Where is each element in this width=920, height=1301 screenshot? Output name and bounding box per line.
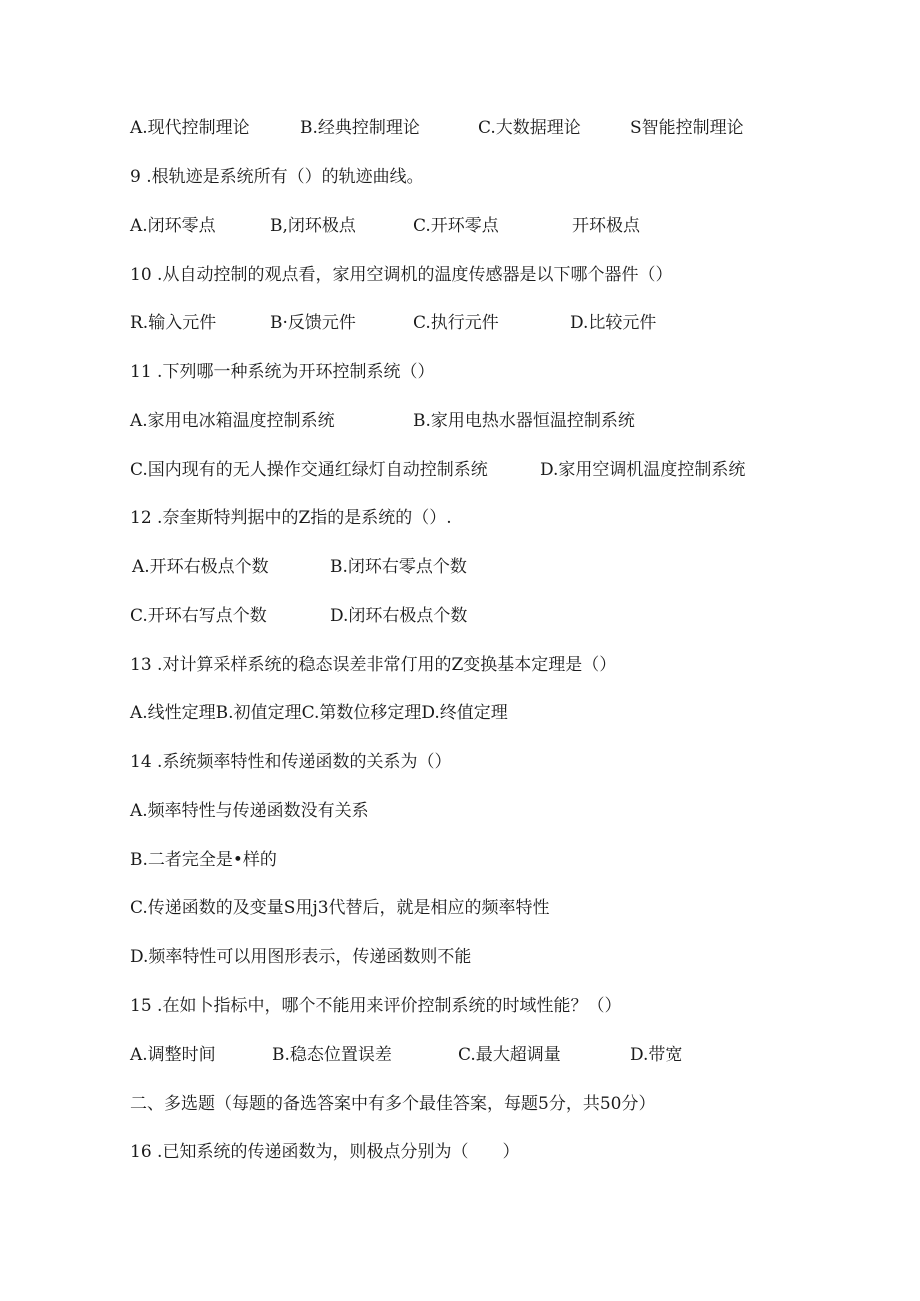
q14-option-b: B.二者完全是•样的 — [130, 850, 277, 870]
q14-option-a: A.频率特性与传递函数没有关系 — [130, 801, 369, 821]
q12-option-b: B.闭环右零点个数 — [330, 557, 467, 577]
q8-options — [130, 113, 840, 143]
q11-option-b: B.家用电热水器恒温控制系统 — [413, 411, 635, 431]
q9-option-c: C.开环零点 — [413, 216, 499, 236]
q8-option-d: S智能控制理论 — [630, 118, 744, 138]
q11-options-row1 — [130, 406, 840, 436]
q11-option-c: C.国内现有的无人操作交通红绿灯自动控制系统 — [130, 460, 488, 480]
q12-option-d: D.闭环右极点个数 — [330, 606, 468, 626]
q11-option-a: A.家用电冰箱温度控制系统 — [130, 411, 335, 431]
q8-option-a: A.现代控制理论 — [130, 118, 250, 138]
q12-option-c: C.开环右写点个数 — [130, 606, 267, 626]
q14-option-d: D.频率特性可以用图形表示，传递函数则不能 — [130, 947, 472, 967]
q10-option-a: R.输入元件 — [130, 313, 217, 333]
q11-option-d: D.家用空调机温度控制系统 — [540, 460, 746, 480]
q8-option-b: B.经典控制理论 — [300, 118, 420, 138]
q9-option-a: A.闭环零点 — [130, 216, 216, 236]
q10-option-b: B·反馈元件 — [270, 313, 356, 333]
q9-option-d: 开环极点 — [572, 216, 640, 236]
q12-options-row1 — [130, 552, 840, 582]
section-2-heading: 二、多选题（每题的备选答案中有多个最佳答案，每题5分，共50分） — [130, 1094, 656, 1114]
q14-option-c: C.传递函数的及变量S用j3代替后，就是相应的频率特性 — [130, 898, 550, 918]
q8-option-c: C.大数据理论 — [478, 118, 581, 138]
q15-stem: 15 .在如卜指标中，哪个不能用来评价控制系统的时域性能？（） — [130, 996, 622, 1016]
q12-option-a: A.开环右极点个数 — [132, 557, 269, 577]
q13-stem: 13 .对计算采样系统的稳态误差非常仃用的Z变换基本定理是（） — [130, 655, 617, 675]
q11-options-row2 — [130, 455, 840, 485]
q9-options — [130, 211, 840, 241]
q15-option-c: C.最大超调量 — [458, 1045, 561, 1065]
q16-stem: 16 .已知系统的传递函数为，则极点分别为（ ） — [130, 1142, 520, 1162]
q10-options — [130, 308, 840, 338]
q9-stem: 9 .根轨迹是系统所有（）的轨迹曲线。 — [130, 167, 424, 187]
q10-option-d: D.比较元件 — [570, 313, 657, 333]
q12-stem: 12 .奈奎斯特判据中的Z指的是系统的（）. — [130, 508, 452, 528]
q11-stem: 11 .下列哪一种系统为开环控制系统（） — [130, 362, 435, 382]
q10-stem: 10 .从自动控制的观点看，家用空调机的温度传感器是以下哪个器件（） — [130, 265, 673, 285]
q14-stem: 14 .系统频率特性和传递函数的关系为（） — [130, 752, 452, 772]
q15-option-a: A.调整时间 — [130, 1045, 216, 1065]
q15-option-b: B.稳态位置误差 — [272, 1045, 392, 1065]
q15-option-d: D.带宽 — [630, 1045, 683, 1065]
q15-options — [130, 1040, 840, 1070]
q9-option-b: B,闭环极点 — [270, 216, 356, 236]
q10-option-c: C.执行元件 — [413, 313, 499, 333]
q13-options: A.线性定理B.初值定理C.第数位移定理D.终值定理 — [130, 703, 508, 723]
q12-options-row2 — [130, 601, 840, 631]
